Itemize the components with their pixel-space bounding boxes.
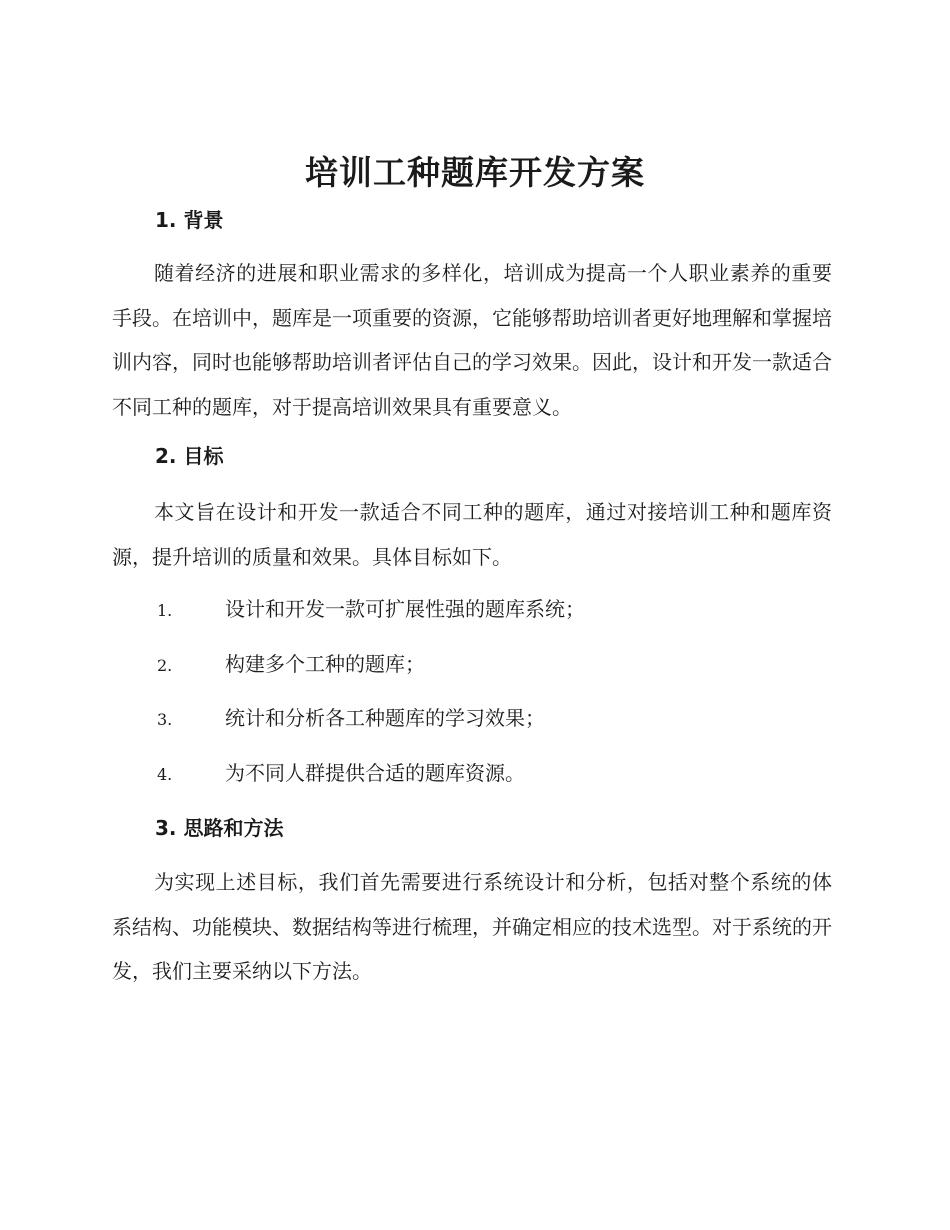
section-paragraph-background: 随着经济的进展和职业需求的多样化，培训成为提高一个人职业素养的重要手段。在培训中，题库是一项重要的资源，它能够帮助培训者更好地理解和掌握培训内容，同时也能够帮助培训者评估自己的学习效果。因此，设计和开发一款适合不同工种的题库，对于提高培训效果具有重要意义。 xyxy=(112,261,832,419)
list-item-number: 3. xyxy=(157,710,173,729)
list-item xyxy=(157,704,837,734)
document-title: 培训工种题库开发方案 xyxy=(305,153,645,192)
list-item xyxy=(157,650,837,680)
list-item xyxy=(157,595,837,625)
list-item-text: 为不同人群提供合适的题库资源。 xyxy=(225,761,525,785)
list-item-number: 2. xyxy=(157,656,173,675)
list-item-text: 统计和分析各工种题库的学习效果； xyxy=(225,706,545,730)
list-item-text: 设计和开发一款可扩展性强的题库系统； xyxy=(225,597,585,621)
list-item-number: 4. xyxy=(157,765,173,784)
list-item-number: 1. xyxy=(157,601,173,620)
section-heading-goals: 2. 目标 xyxy=(155,444,224,468)
section-paragraph-approach: 为实现上述目标，我们首先需要进行系统设计和分析，包括对整个系统的体系结构、功能模块、数据结构等进行梳理，并确定相应的技术选型。对于系统的开发，我们主要采纳以下方法。 xyxy=(112,870,832,983)
list-item-text: 构建多个工种的题库； xyxy=(225,652,425,676)
section-paragraph-goals: 本文旨在设计和开发一款适合不同工种的题库，通过对接培训工种和题库资源，提升培训的质量和效果。具体目标如下。 xyxy=(112,500,832,569)
section-heading-background: 1. 背景 xyxy=(155,208,224,232)
section-heading-approach: 3. 思路和方法 xyxy=(155,816,284,840)
list-item xyxy=(157,759,837,789)
